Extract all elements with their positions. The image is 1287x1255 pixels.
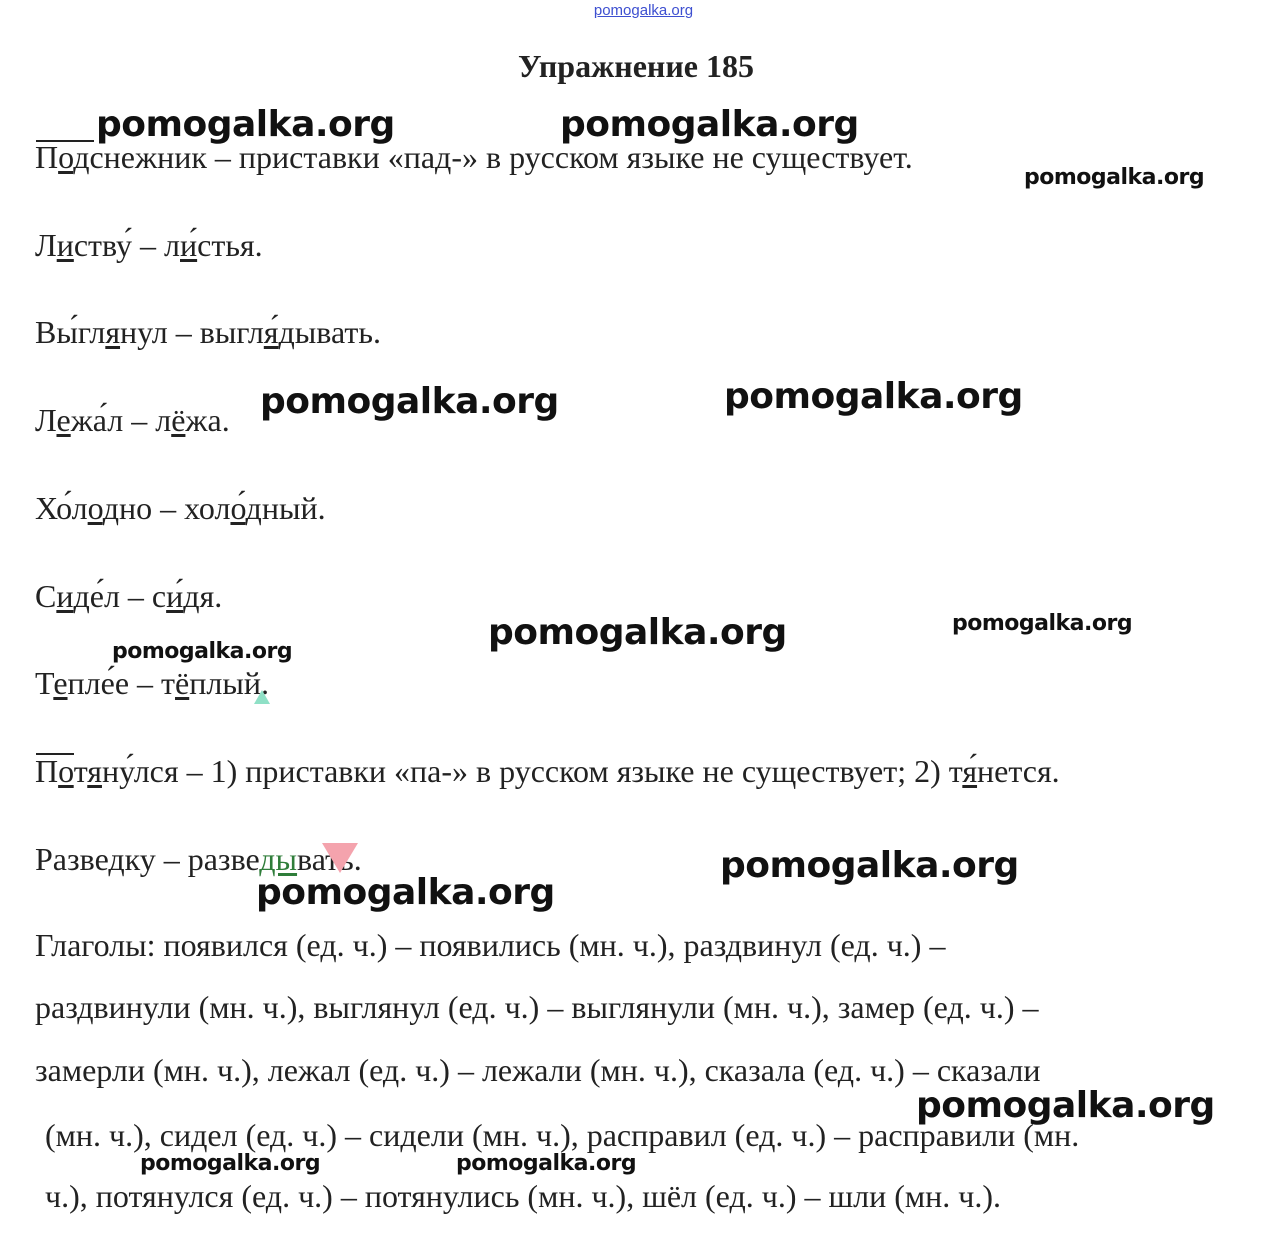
site-link[interactable]: pomogalka.org	[593, 2, 694, 19]
word-line-8: Потяну́лся – 1) приставки «па-» в русском языке не существует; 2) тя́нется.	[35, 753, 1060, 789]
watermark: pomogalka.org	[140, 1151, 321, 1176]
verbs-line-4: (мн. ч.), сидел (ед. ч.) – сидели (мн. ч.), расправил (ед. ч.) – расправили (мн.	[45, 1117, 1080, 1153]
word-line-3: Вы́глянул – выгля́дывать.	[35, 314, 381, 350]
word-line-5: Хо́лодно – холо́дный.	[35, 490, 326, 526]
word-line-6: Сиде́л – си́дя.	[35, 578, 223, 614]
exercise-title: Упражнение 185	[517, 48, 754, 84]
watermark: pomogalka.org	[1024, 165, 1205, 190]
watermark: pomogalka.org	[724, 376, 1023, 417]
watermark: pomogalka.org	[916, 1085, 1215, 1126]
watermark: pomogalka.org	[560, 104, 859, 145]
watermark: pomogalka.org	[96, 104, 395, 145]
word-line-7: Тепле́е – тёплый.	[35, 665, 269, 701]
word-line-1: Подснежник – приставки «пад-» в русском языке не существует.	[35, 139, 913, 175]
watermark: pomogalka.org	[488, 612, 787, 653]
watermark: pomogalka.org	[456, 1151, 637, 1176]
watermark: pomogalka.org	[260, 381, 559, 422]
word-line-9: Разведку – разведывать.	[35, 841, 362, 877]
watermark: pomogalka.org	[720, 845, 1019, 886]
green-marker-icon	[254, 690, 270, 704]
watermark: pomogalka.org	[256, 872, 555, 913]
verbs-line-1: Глаголы: появился (ед. ч.) – появились (мн. ч.), раздвинул (ед. ч.) –	[35, 927, 946, 963]
verbs-line-5: ч.), потянулся (ед. ч.) – потянулись (мн. ч.), шёл (ед. ч.) – шли (мн. ч.).	[45, 1178, 1001, 1214]
red-marker-icon	[322, 843, 358, 873]
word-line-4: Лежа́л – лёжа.	[35, 402, 230, 438]
word-line-2: Листву́ – ли́стья.	[35, 227, 263, 263]
watermark: pomogalka.org	[112, 639, 293, 664]
verbs-line-3: замерли (мн. ч.), лежал (ед. ч.) – лежали (мн. ч.), сказала (ед. ч.) – сказали	[35, 1052, 1041, 1088]
verbs-line-2: раздвинули (мн. ч.), выглянул (ед. ч.) – выглянули (мн. ч.), замер (ед. ч.) –	[35, 989, 1039, 1025]
watermark: pomogalka.org	[952, 611, 1133, 636]
